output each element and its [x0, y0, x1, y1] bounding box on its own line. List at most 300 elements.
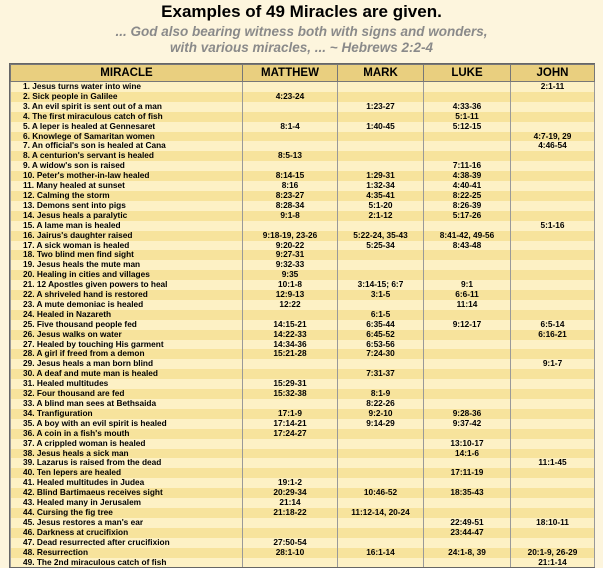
table-row [11, 548, 595, 558]
mark-cell [338, 300, 424, 310]
mark-cell: 11:12-14, 20-24 [338, 508, 424, 518]
luke-cell [424, 478, 511, 488]
matthew-cell [243, 518, 338, 528]
miracle-cell: 43. Healed many in Jerusalem [11, 498, 243, 508]
john-cell [511, 340, 595, 350]
miracle-cell: 37. A crippled woman is healed [11, 439, 243, 449]
john-cell [511, 429, 595, 439]
miracle-cell: 48. Resurrection [11, 548, 243, 558]
table-row [11, 102, 595, 112]
table-row [11, 201, 595, 211]
john-cell: 4:7-19, 29 [511, 132, 595, 142]
john-cell [511, 478, 595, 488]
table-row [11, 280, 595, 290]
john-cell [511, 250, 595, 260]
john-cell [511, 389, 595, 399]
miracle-cell: 46. Darkness at crucifixion [11, 528, 243, 538]
table-row [11, 290, 595, 300]
miracle-cell: 45. Jesus restores a man's ear [11, 518, 243, 528]
mark-cell [338, 458, 424, 468]
luke-cell [424, 389, 511, 399]
mark-cell [338, 112, 424, 122]
matthew-cell [243, 399, 338, 409]
luke-cell [424, 340, 511, 350]
luke-cell [424, 330, 511, 340]
table-row [11, 181, 595, 191]
john-cell [511, 260, 595, 270]
table-row [11, 82, 595, 92]
table-row [11, 320, 595, 330]
john-cell [511, 201, 595, 211]
miracle-cell: 8. A centurion's servant is healed [11, 151, 243, 161]
john-cell: 21:1-14 [511, 558, 595, 568]
table-row [11, 221, 595, 231]
luke-cell [424, 379, 511, 389]
table-row [11, 498, 595, 508]
luke-cell [424, 429, 511, 439]
table-row [11, 141, 595, 151]
john-cell: 18:10-11 [511, 518, 595, 528]
john-cell [511, 310, 595, 320]
mark-cell [338, 132, 424, 142]
luke-cell: 18:35-43 [424, 488, 511, 498]
matthew-cell [243, 528, 338, 538]
matthew-cell [243, 221, 338, 231]
luke-cell: 4:33-36 [424, 102, 511, 112]
john-cell [511, 538, 595, 548]
john-cell [511, 399, 595, 409]
luke-cell [424, 349, 511, 359]
table-row [11, 211, 595, 221]
matthew-cell: 14:22-33 [243, 330, 338, 340]
luke-cell [424, 151, 511, 161]
mark-cell [338, 449, 424, 459]
table-row [11, 132, 595, 142]
miracle-cell: 32. Four thousand are fed [11, 389, 243, 399]
column-header-miracle: MIRACLE [11, 65, 243, 82]
table-row [11, 379, 595, 389]
john-cell [511, 488, 595, 498]
miracle-cell: 23. A mute demoniac is healed [11, 300, 243, 310]
mark-cell: 5:25-34 [338, 241, 424, 251]
table-row [11, 449, 595, 459]
mark-cell: 1:23-27 [338, 102, 424, 112]
matthew-cell: 15:29-31 [243, 379, 338, 389]
luke-cell [424, 498, 511, 508]
mark-cell: 1:40-45 [338, 122, 424, 132]
table-row [11, 122, 595, 132]
table-row [11, 300, 595, 310]
luke-cell: 24:1-8, 39 [424, 548, 511, 558]
miracle-cell: 20. Healing in cities and villages [11, 270, 243, 280]
john-cell [511, 508, 595, 518]
matthew-cell: 28:1-10 [243, 548, 338, 558]
mark-cell [338, 359, 424, 369]
mark-cell: 8:22-26 [338, 399, 424, 409]
table-row [11, 161, 595, 171]
miracle-cell: 15. A lame man is healed [11, 221, 243, 231]
table-row [11, 241, 595, 251]
luke-cell: 17:11-19 [424, 468, 511, 478]
miracle-cell: 44. Cursing the fig tree [11, 508, 243, 518]
mark-cell [338, 528, 424, 538]
miracle-cell: 3. An evil spirit is sent out of a man [11, 102, 243, 112]
matthew-cell: 20:29-34 [243, 488, 338, 498]
mark-cell [338, 221, 424, 231]
matthew-cell: 19:1-2 [243, 478, 338, 488]
luke-cell: 5:17-26 [424, 211, 511, 221]
miracle-cell: 6. Knowlege of Samaritan women [11, 132, 243, 142]
john-cell: 20:1-9, 26-29 [511, 548, 595, 558]
luke-cell: 9:28-36 [424, 409, 511, 419]
mark-cell [338, 82, 424, 92]
matthew-cell: 4:23-24 [243, 92, 338, 102]
miracle-cell: 34. Tranfiguration [11, 409, 243, 419]
john-cell [511, 181, 595, 191]
john-cell [511, 270, 595, 280]
mark-cell: 3:14-15; 6:7 [338, 280, 424, 290]
john-cell [511, 409, 595, 419]
luke-cell: 9:1 [424, 280, 511, 290]
matthew-cell: 14:34-36 [243, 340, 338, 350]
table-row [11, 92, 595, 102]
matthew-cell [243, 161, 338, 171]
luke-cell: 8:22-25 [424, 191, 511, 201]
mark-cell: 6:1-5 [338, 310, 424, 320]
mark-cell [338, 270, 424, 280]
mark-cell [338, 429, 424, 439]
miracle-cell: 18. Two blind men find sight [11, 250, 243, 260]
miracle-cell: 31. Healed multitudes [11, 379, 243, 389]
miracle-cell: 7. An official's son is healed at Cana [11, 141, 243, 151]
luke-cell [424, 260, 511, 270]
luke-cell [424, 270, 511, 280]
matthew-cell [243, 112, 338, 122]
table-row [11, 429, 595, 439]
table-row [11, 458, 595, 468]
matthew-cell: 27:50-54 [243, 538, 338, 548]
john-cell [511, 92, 595, 102]
luke-cell [424, 221, 511, 231]
john-cell [511, 449, 595, 459]
miracle-cell: 24. Healed in Nazareth [11, 310, 243, 320]
miracle-cell: 13. Demons sent into pigs [11, 201, 243, 211]
mark-cell: 7:24-30 [338, 349, 424, 359]
john-cell [511, 112, 595, 122]
john-cell [511, 211, 595, 221]
table-row [11, 389, 595, 399]
luke-cell [424, 538, 511, 548]
miracle-cell: 2. Sick people in Galilee [11, 92, 243, 102]
mark-cell: 9:14-29 [338, 419, 424, 429]
table-row [11, 478, 595, 488]
john-cell [511, 151, 595, 161]
luke-cell [424, 369, 511, 379]
mark-cell [338, 161, 424, 171]
john-cell: 5:1-16 [511, 221, 595, 231]
luke-cell: 23:44-47 [424, 528, 511, 538]
john-cell [511, 369, 595, 379]
matthew-cell [243, 102, 338, 112]
matthew-cell: 10:1-8 [243, 280, 338, 290]
miracle-cell: 25. Five thousand people fed [11, 320, 243, 330]
matthew-cell [243, 369, 338, 379]
luke-cell: 13:10-17 [424, 439, 511, 449]
miracle-cell: 10. Peter's mother-in-law healed [11, 171, 243, 181]
matthew-cell: 14:15-21 [243, 320, 338, 330]
table-row [11, 359, 595, 369]
matthew-cell: 9:1-8 [243, 211, 338, 221]
miracle-cell: 1. Jesus turns water into wine [11, 82, 243, 92]
luke-cell: 6:6-11 [424, 290, 511, 300]
mark-cell: 7:31-37 [338, 369, 424, 379]
luke-cell: 7:11-16 [424, 161, 511, 171]
john-cell [511, 290, 595, 300]
miracles-table-container [9, 63, 595, 568]
mark-cell: 5:1-20 [338, 201, 424, 211]
miracle-cell: 40. Ten lepers are healed [11, 468, 243, 478]
matthew-cell: 9:27-31 [243, 250, 338, 260]
john-cell [511, 528, 595, 538]
column-header-mark: MARK [338, 65, 424, 82]
luke-cell [424, 508, 511, 518]
miracle-cell: 9. A widow's son is raised [11, 161, 243, 171]
john-cell [511, 300, 595, 310]
mark-cell: 8:1-9 [338, 389, 424, 399]
john-cell [511, 191, 595, 201]
john-cell: 2:1-11 [511, 82, 595, 92]
miracle-cell: 39. Lazarus is raised from the dead [11, 458, 243, 468]
mark-cell [338, 439, 424, 449]
header-row [11, 65, 595, 82]
matthew-cell: 8:28-34 [243, 201, 338, 211]
table-row [11, 528, 595, 538]
matthew-cell: 17:24-27 [243, 429, 338, 439]
table-row [11, 419, 595, 429]
matthew-cell: 8:14-15 [243, 171, 338, 181]
miracle-cell: 49. The 2nd miraculous catch of fish [11, 558, 243, 568]
miracle-cell: 11. Many healed at sunset [11, 181, 243, 191]
john-cell: 11:1-45 [511, 458, 595, 468]
miracle-cell: 42. Blind Bartimaeus receives sight [11, 488, 243, 498]
matthew-cell: 9:35 [243, 270, 338, 280]
luke-cell: 5:12-15 [424, 122, 511, 132]
luke-cell: 4:40-41 [424, 181, 511, 191]
john-cell [511, 379, 595, 389]
matthew-cell: 12:9-13 [243, 290, 338, 300]
miracle-cell: 22. A shriveled hand is restored [11, 290, 243, 300]
luke-cell: 4:38-39 [424, 171, 511, 181]
john-cell [511, 280, 595, 290]
luke-cell [424, 132, 511, 142]
matthew-cell: 21:14 [243, 498, 338, 508]
miracle-cell: 41. Healed multitudes in Judea [11, 478, 243, 488]
matthew-cell [243, 449, 338, 459]
john-cell [511, 498, 595, 508]
luke-cell: 5:1-11 [424, 112, 511, 122]
table-row [11, 270, 595, 280]
table-row [11, 191, 595, 201]
mark-cell: 10:46-52 [338, 488, 424, 498]
luke-cell: 8:26-39 [424, 201, 511, 211]
mark-cell: 6:45-52 [338, 330, 424, 340]
mark-cell [338, 151, 424, 161]
john-cell [511, 102, 595, 112]
luke-cell [424, 458, 511, 468]
miracle-cell: 5. A leper is healed at Gennesaret [11, 122, 243, 132]
mark-cell: 5:22-24, 35-43 [338, 231, 424, 241]
matthew-cell: 8:5-13 [243, 151, 338, 161]
john-cell [511, 161, 595, 171]
matthew-cell: 9:18-19, 23-26 [243, 231, 338, 241]
mark-cell [338, 538, 424, 548]
john-cell: 6:16-21 [511, 330, 595, 340]
table-row [11, 409, 595, 419]
luke-cell: 8:41-42, 49-56 [424, 231, 511, 241]
miracle-cell: 19. Jesus heals the mute man [11, 260, 243, 270]
table-row [11, 112, 595, 122]
mark-cell [338, 468, 424, 478]
matthew-cell [243, 439, 338, 449]
miracle-cell: 26. Jesus walks on water [11, 330, 243, 340]
matthew-cell [243, 359, 338, 369]
miracle-cell: 17. A sick woman is healed [11, 241, 243, 251]
matthew-cell: 8:23-27 [243, 191, 338, 201]
mark-cell: 3:1-5 [338, 290, 424, 300]
matthew-cell: 15:21-28 [243, 349, 338, 359]
table-row [11, 260, 595, 270]
miracle-cell: 21. 12 Apostles given powers to heal [11, 280, 243, 290]
matthew-cell: 12:22 [243, 300, 338, 310]
mark-cell [338, 518, 424, 528]
john-cell [511, 439, 595, 449]
miracle-cell: 29. Jesus heals a man born blind [11, 359, 243, 369]
miracle-cell: 36. A coin in a fish's mouth [11, 429, 243, 439]
luke-cell [424, 359, 511, 369]
table-row [11, 538, 595, 548]
table-row [11, 330, 595, 340]
luke-cell: 22:49-51 [424, 518, 511, 528]
column-header-luke: LUKE [424, 65, 511, 82]
table-row [11, 151, 595, 161]
john-cell [511, 419, 595, 429]
luke-cell [424, 82, 511, 92]
matthew-cell: 9:20-22 [243, 241, 338, 251]
matthew-cell [243, 132, 338, 142]
john-cell: 6:5-14 [511, 320, 595, 330]
mark-cell [338, 141, 424, 151]
matthew-cell [243, 468, 338, 478]
mark-cell: 1:29-31 [338, 171, 424, 181]
table-row [11, 349, 595, 359]
mark-cell [338, 379, 424, 389]
miracle-cell: 30. A deaf and mute man is healed [11, 369, 243, 379]
matthew-cell [243, 458, 338, 468]
matthew-cell: 17:1-9 [243, 409, 338, 419]
subtitle-line-1: ... God also bearing witness both with signs and wonders, [115, 24, 488, 39]
table-row [11, 508, 595, 518]
miracle-cell: 35. A boy with an evil spirit is healed [11, 419, 243, 429]
miracle-cell: 47. Dead resurrected after crucifixion [11, 538, 243, 548]
miracle-cell: 4. The first miraculous catch of fish [11, 112, 243, 122]
miracle-cell: 12. Calming the storm [11, 191, 243, 201]
luke-cell: 14:1-6 [424, 449, 511, 459]
mark-cell [338, 92, 424, 102]
table-row [11, 171, 595, 181]
table-row [11, 369, 595, 379]
table-row [11, 250, 595, 260]
luke-cell: 9:37-42 [424, 419, 511, 429]
column-header-matthew: MATTHEW [243, 65, 338, 82]
miracle-cell: 38. Jesus heals a sick man [11, 449, 243, 459]
table-row [11, 439, 595, 449]
mark-cell: 2:1-12 [338, 211, 424, 221]
matthew-cell: 9:32-33 [243, 260, 338, 270]
mark-cell: 4:35-41 [338, 191, 424, 201]
miracle-cell: 28. A girl if freed from a demon [11, 349, 243, 359]
table-row [11, 518, 595, 528]
matthew-cell [243, 141, 338, 151]
table-row [11, 468, 595, 478]
luke-cell [424, 250, 511, 260]
page-title: Examples of 49 Miracles are given. [161, 2, 442, 21]
matthew-cell: 15:32-38 [243, 389, 338, 399]
miracle-cell: 33. A blind man sees at Bethsaida [11, 399, 243, 409]
matthew-cell [243, 310, 338, 320]
john-cell [511, 468, 595, 478]
table-row [11, 231, 595, 241]
luke-cell [424, 310, 511, 320]
matthew-cell: 8:16 [243, 181, 338, 191]
mark-cell: 6:35-44 [338, 320, 424, 330]
mark-cell [338, 250, 424, 260]
mark-cell [338, 260, 424, 270]
column-header-john: JOHN [511, 65, 595, 82]
table-body [11, 82, 595, 568]
matthew-cell: 8:1-4 [243, 122, 338, 132]
table-row [11, 340, 595, 350]
john-cell: 4:46-54 [511, 141, 595, 151]
matthew-cell: 17:14-21 [243, 419, 338, 429]
john-cell [511, 349, 595, 359]
luke-cell [424, 92, 511, 102]
miracles-table [10, 64, 595, 567]
miracle-cell: 16. Jairus's daughter raised [11, 231, 243, 241]
john-cell [511, 231, 595, 241]
mark-cell: 16:1-14 [338, 548, 424, 558]
mark-cell [338, 478, 424, 488]
luke-cell: 8:43-48 [424, 241, 511, 251]
luke-cell [424, 399, 511, 409]
table-row [11, 488, 595, 498]
table-row [11, 399, 595, 409]
john-cell [511, 122, 595, 132]
matthew-cell [243, 82, 338, 92]
subtitle-line-2: with various miracles, ... ~ Hebrews 2:2-4 [170, 40, 433, 55]
john-cell [511, 171, 595, 181]
john-cell: 9:1-7 [511, 359, 595, 369]
mark-cell: 6:53-56 [338, 340, 424, 350]
miracle-cell: 27. Healed by touching His garment [11, 340, 243, 350]
john-cell [511, 241, 595, 251]
mark-cell [338, 498, 424, 508]
table-row [11, 310, 595, 320]
miracle-cell: 14. Jesus heals a paralytic [11, 211, 243, 221]
luke-cell [424, 141, 511, 151]
luke-cell: 11:14 [424, 300, 511, 310]
mark-cell: 1:32-34 [338, 181, 424, 191]
matthew-cell: 21:18-22 [243, 508, 338, 518]
